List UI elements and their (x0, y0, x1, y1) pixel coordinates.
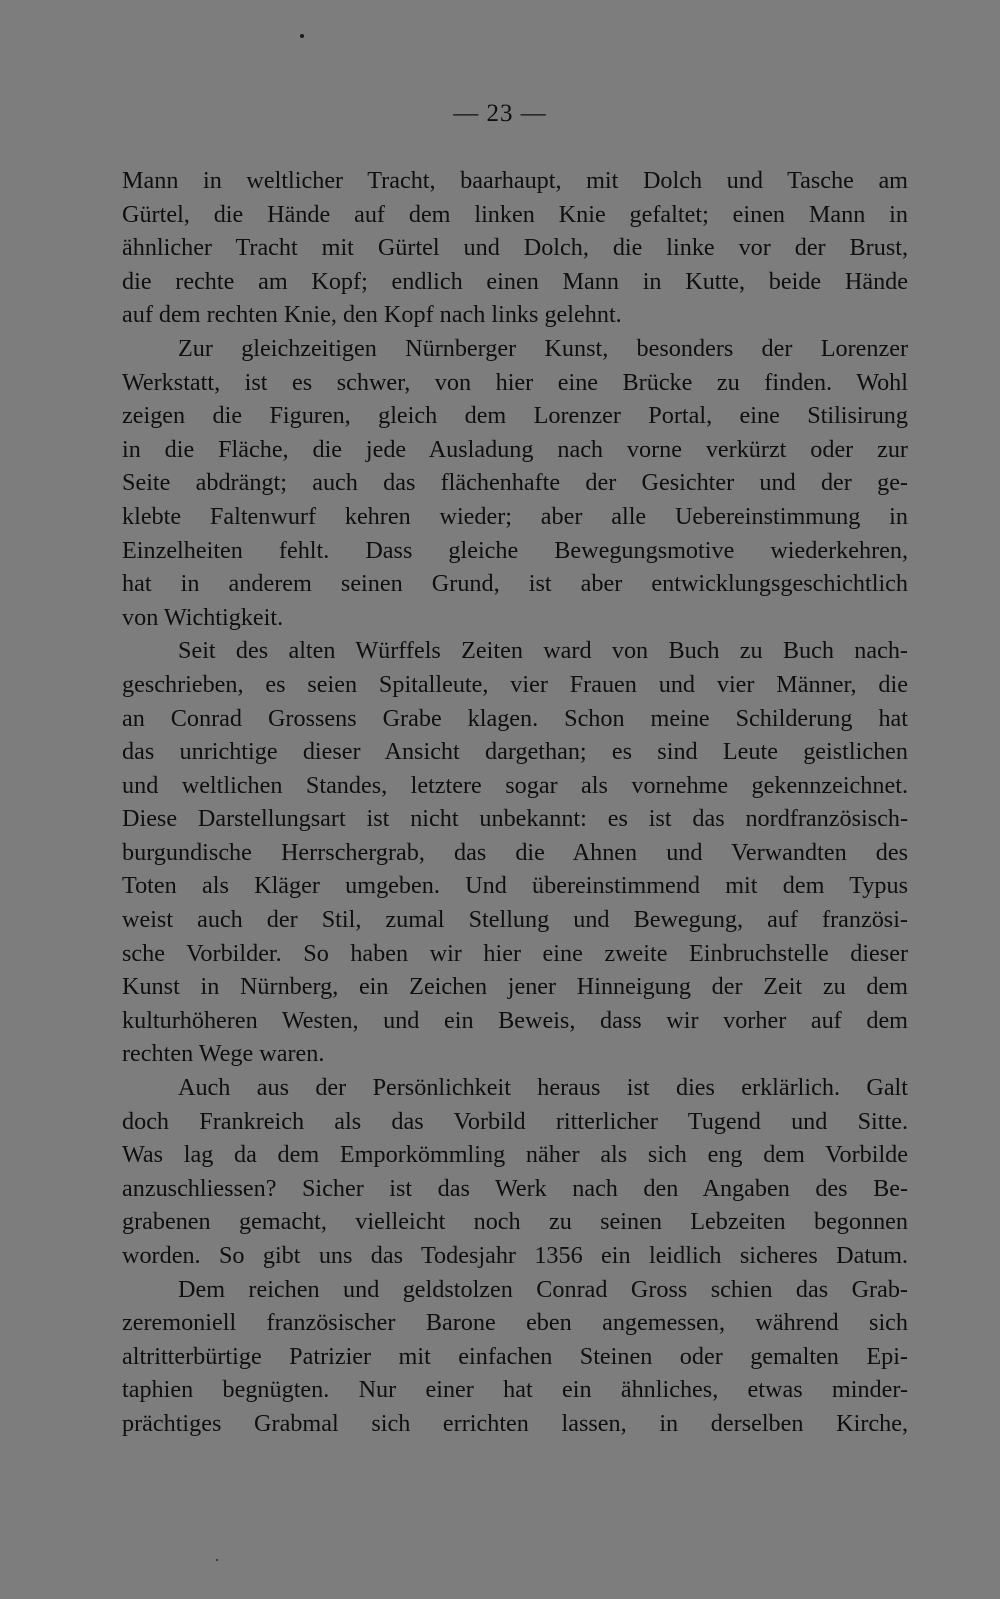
text-line: burgundische Herrschergrab, das die Ahnen und Verwandten des (122, 838, 908, 866)
text-line: sche Vorbilder. So haben wir hier eine zweite Einbruchstelle dieser (122, 939, 908, 967)
text-line: in die Fläche, die jede Ausladung nach vorne verkürzt oder zur (122, 435, 908, 463)
text-line: die rechte am Kopf; endlich einen Mann in Kutte, beide Hände (122, 267, 908, 295)
text-line: Gürtel, die Hände auf dem linken Knie gefaltet; einen Mann in (122, 200, 908, 228)
text-line: Seite abdrängt; auch das flächenhafte der Gesichter und der ge- (122, 469, 908, 497)
text-line: klebte Faltenwurf kehren wieder; aber alle Uebereinstimmung in (122, 502, 908, 530)
text-line: an Conrad Grossens Grabe klagen. Schon meine Schilderung hat (122, 704, 908, 732)
text-line: zeigen die Figuren, gleich dem Lorenzer Portal, eine Stilisirung (122, 402, 908, 430)
text-line: Dem reichen und geldstolzen Conrad Gross schien das Grab- (178, 1275, 908, 1303)
text-line: Kunst in Nürnberg, ein Zeichen jener Hinneigung der Zeit zu dem (122, 973, 908, 1001)
page-number: — 23 — (453, 100, 547, 127)
text-line: geschrieben, es seien Spitalleute, vier Frauen und vier Männer, die (122, 670, 908, 698)
text-line: das unrichtige dieser Ansicht dargethan; es sind Leute geistlichen (122, 738, 908, 766)
text-line: doch Frankreich als das Vorbild ritterlicher Tugend und Sitte. (122, 1107, 908, 1135)
text-line: Werkstatt, ist es schwer, von hier eine Brücke zu finden. Wohl (122, 368, 908, 396)
text-line: und weltlichen Standes, letztere sogar als vornehme gekennzeichnet. (122, 771, 908, 799)
text-line: taphien begnügten. Nur einer hat ein ähnliches, etwas minder- (122, 1376, 908, 1404)
text-line: kulturhöheren Westen, und ein Beweis, dass wir vorher auf dem (122, 1006, 908, 1034)
text-line: Zur gleichzeitigen Nürnberger Kunst, besonders der Lorenzer (178, 334, 908, 362)
text-line: altritterbürtige Patrizier mit einfachen Steinen oder gemalten Epi- (122, 1342, 908, 1370)
text-line: auf dem rechten Knie, den Kopf nach links gelehnt. (122, 301, 622, 329)
text-line: Auch aus der Persönlichkeit heraus ist dies erklärlich. Galt (178, 1074, 908, 1102)
text-line: prächtiges Grabmal sich errichten lassen, in derselben Kirche, (122, 1409, 908, 1437)
text-line: Toten als Kläger umgeben. Und übereinstimmend mit dem Typus (122, 872, 908, 900)
text-line: hat in anderem seinen Grund, ist aber entwicklungsgeschichtlich (122, 570, 908, 598)
text-line: grabenen gemacht, vielleicht noch zu seinen Lebzeiten begonnen (122, 1208, 908, 1236)
text-line: ähnlicher Tracht mit Gürtel und Dolch, die linke vor der Brust, (122, 234, 908, 262)
text-line: Einzelheiten fehlt. Dass gleiche Bewegungsmotive wiederkehren, (122, 536, 908, 564)
text-line: worden. So gibt uns das Todesjahr 1356 ein leidlich sicheres Datum. (122, 1242, 908, 1269)
text-line: Was lag da dem Emporkömmling näher als sich eng dem Vorbilde (122, 1141, 908, 1169)
text-line: rechten Wege waren. (122, 1040, 325, 1068)
body-text (122, 164, 908, 1441)
text-line: von Wichtigkeit. (122, 603, 284, 631)
text-line: Mann in weltlicher Tracht, baarhaupt, mit Dolch und Tasche am (122, 167, 908, 194)
text-line: weist auch der Stil, zumal Stellung und Bewegung, auf französi- (122, 906, 908, 934)
text-line: zeremoniell französischer Barone eben angemessen, während sich (122, 1309, 908, 1337)
ink-speck (216, 1559, 218, 1561)
ink-speck (300, 34, 304, 38)
text-line: Diese Darstellungsart ist nicht unbekannt: es ist das nordfranzösisch- (122, 805, 908, 833)
text-line: anzuschliessen? Sicher ist das Werk nach den Angaben des Be- (122, 1174, 908, 1202)
text-line: Seit des alten Würffels Zeiten ward von Buch zu Buch nach- (178, 637, 908, 665)
